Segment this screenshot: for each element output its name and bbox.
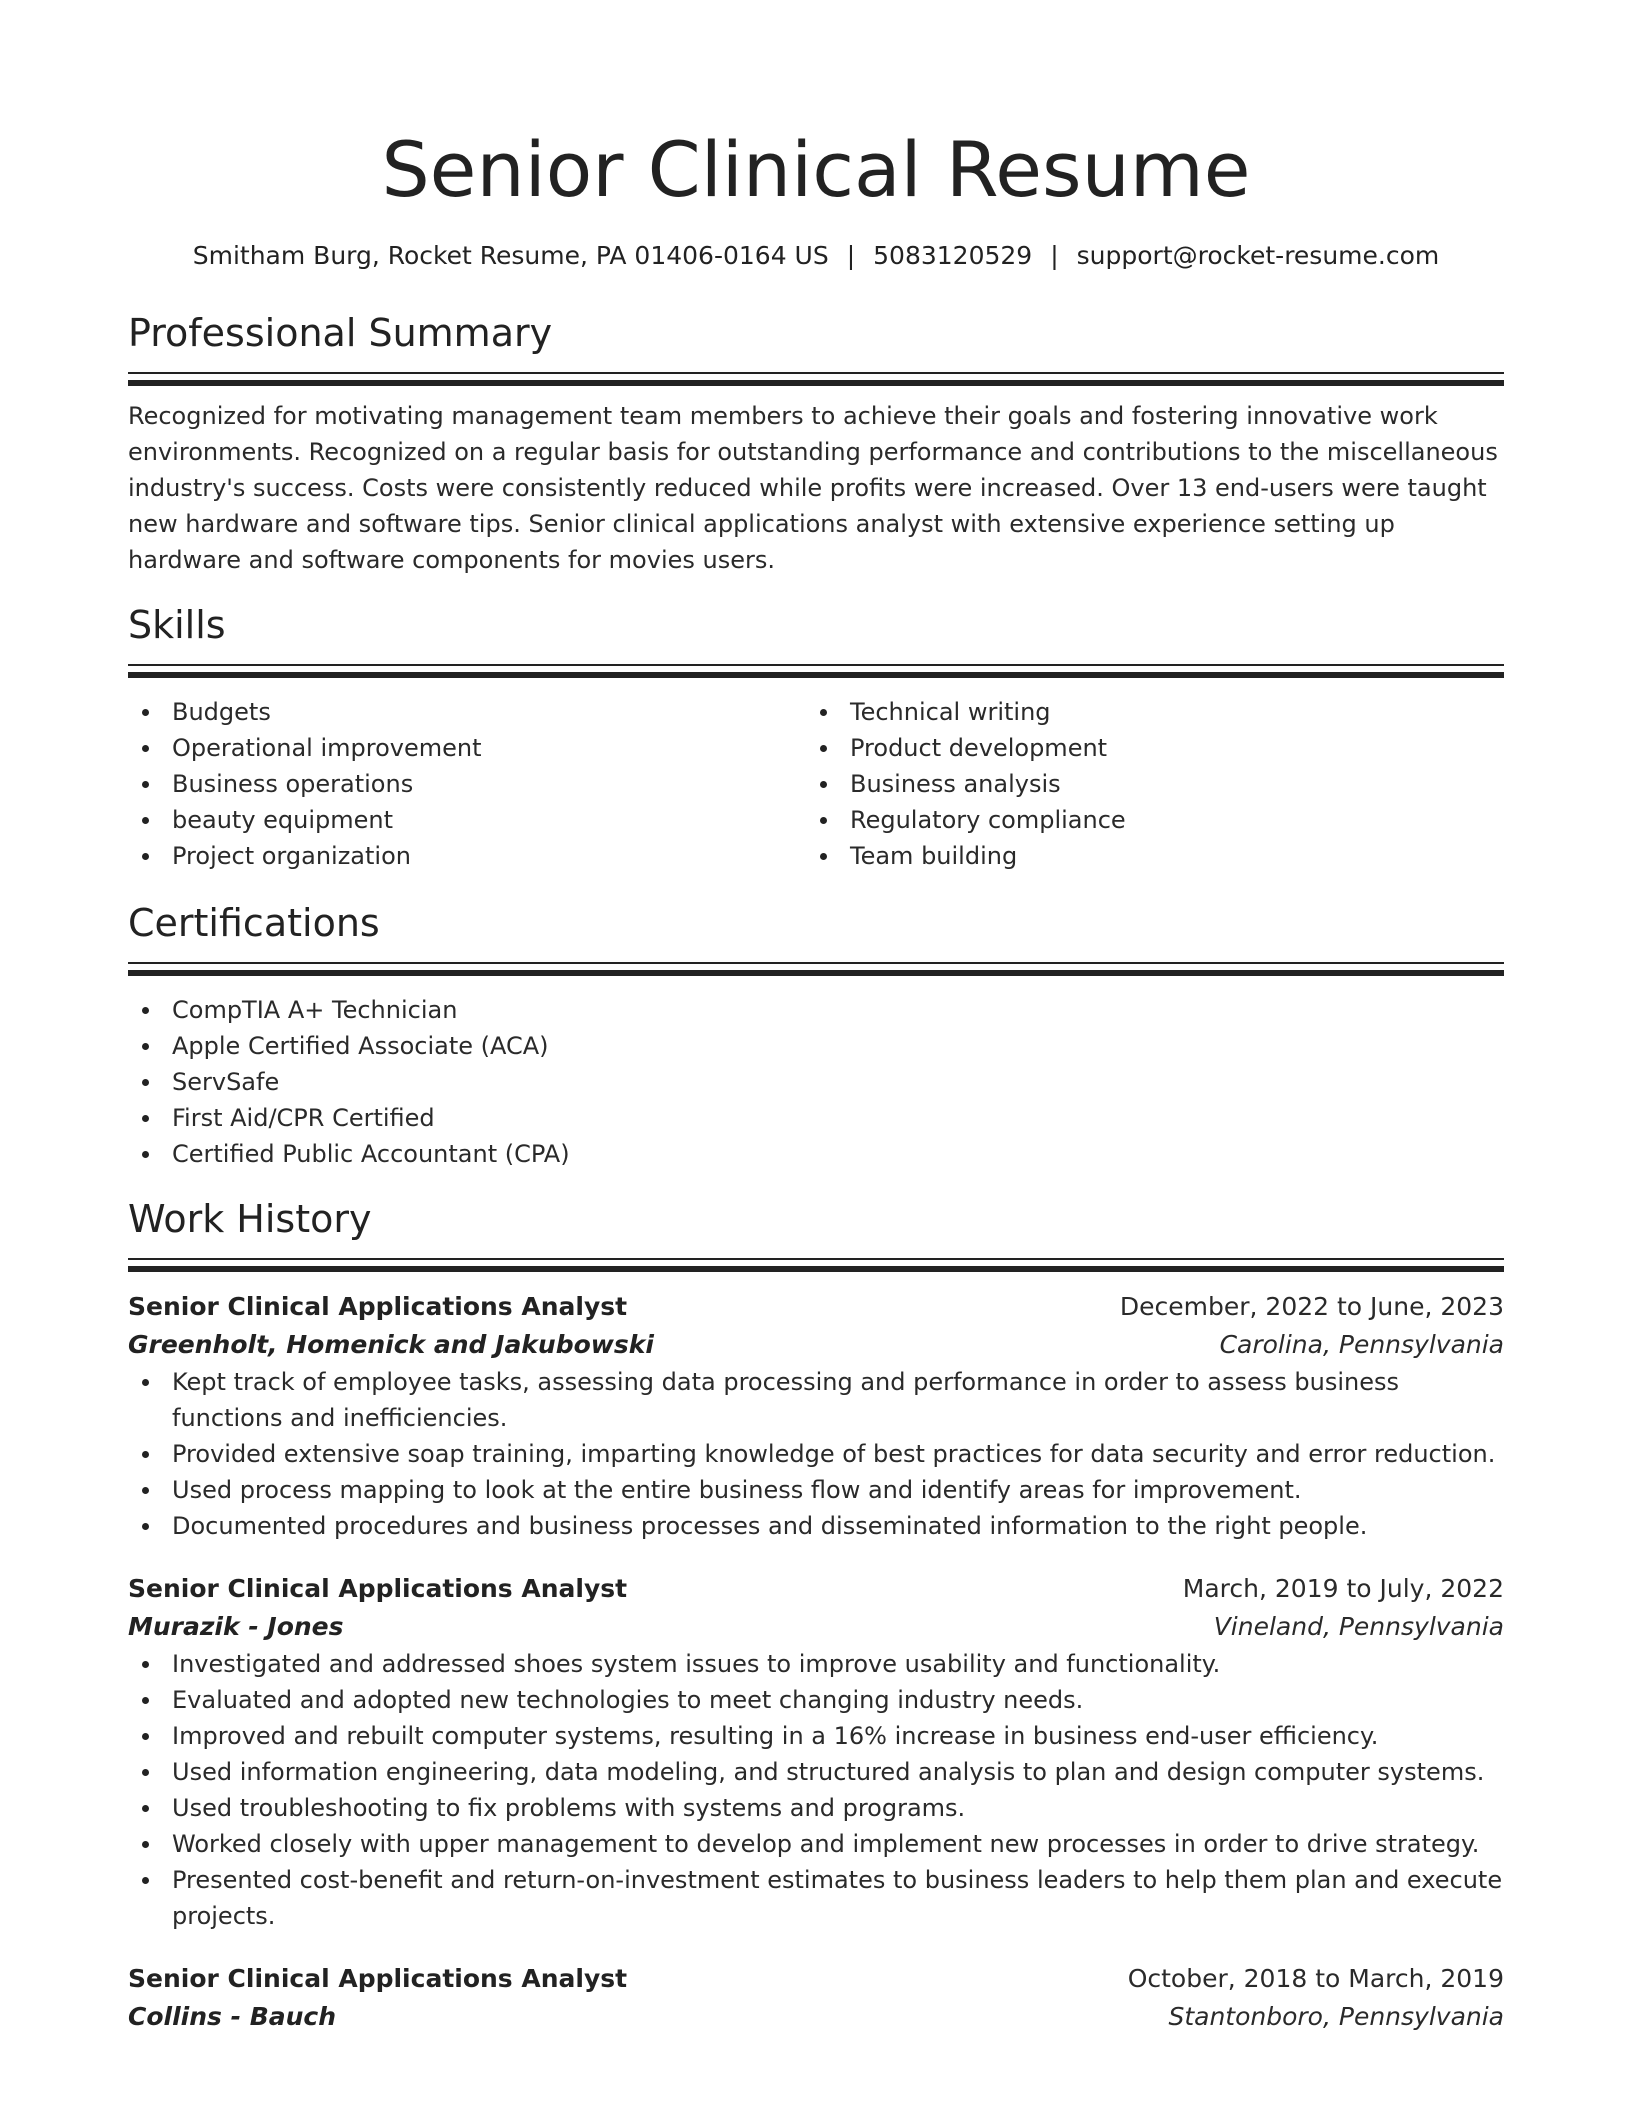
certification-item: CompTIA A+ Technician <box>128 992 1504 1028</box>
skill-item: Business operations <box>128 766 806 802</box>
contact-email: support@rocket-resume.com <box>1076 241 1440 270</box>
job-header <box>128 1288 1504 1326</box>
certifications-section <box>128 898 1504 1172</box>
job-bullets <box>128 1646 1504 1934</box>
job-bullet: Presented cost-benefit and return-on-investment estimates to business leaders to help them plan and execute projects. <box>128 1862 1504 1934</box>
skill-item: Technical writing <box>806 694 1484 730</box>
skills-heading: Skills <box>128 603 226 647</box>
job-title: Senior Clinical Applications Analyst <box>128 1964 628 1993</box>
job-subheader <box>128 1608 1504 1646</box>
job-bullet: Investigated and addressed shoes system issues to improve usability and functionality. <box>128 1646 1504 1682</box>
job-subheader <box>128 1998 1504 2036</box>
job-bullet: Documented procedures and business processes and disseminated information to the right people. <box>128 1508 1504 1544</box>
contact-address: Smitham Burg, Rocket Resume, PA 01406-0164 US <box>192 241 829 270</box>
job-bullet: Used process mapping to look at the entire business flow and identify areas for improvement. <box>128 1472 1504 1508</box>
skill-item: Project organization <box>128 838 806 874</box>
section-divider <box>128 962 1504 976</box>
resume-title: Senior Clinical Resume <box>381 125 1251 214</box>
job-header <box>128 1570 1504 1608</box>
job-header <box>128 1960 1504 1998</box>
summary-heading: Professional Summary <box>128 311 553 355</box>
summary-text: Recognized for motivating management team members to achieve their goals and fostering innovative work environments. Recognized on a regular basis for outstanding performance and contributions to the miscellaneous industry's success. Costs were consistently reduced while profits were increased. Over 13 end-users were taught new hardware and software tips. Senior clinical applications analyst with extensive experience setting up hardware and software components for movies users. <box>128 402 1498 574</box>
job-dates: December, 2022 to June, 2023 <box>1119 1292 1504 1321</box>
job-dates: October, 2018 to March, 2019 <box>1127 1964 1504 1993</box>
skill-item: Product development <box>806 730 1484 766</box>
job-bullet: Improved and rebuilt computer systems, resulting in a 16% increase in business end-user efficiency. <box>128 1718 1504 1754</box>
job-bullets <box>128 1364 1504 1544</box>
job-dates: March, 2019 to July, 2022 <box>1182 1574 1504 1603</box>
skills-columns <box>128 694 1504 874</box>
job-bullet: Evaluated and adopted new technologies to meet changing industry needs. <box>128 1682 1504 1718</box>
skills-list-left <box>128 694 806 874</box>
section-divider <box>128 1258 1504 1272</box>
job-bullet: Worked closely with upper management to develop and implement new processes in order to drive strategy. <box>128 1826 1504 1862</box>
job-title: Senior Clinical Applications Analyst <box>128 1574 628 1603</box>
job-entry <box>128 1570 1504 1934</box>
work-history-heading: Work History <box>128 1197 372 1241</box>
contact-separator: | <box>846 241 856 270</box>
certification-item: Apple Certified Associate (ACA) <box>128 1028 1504 1064</box>
section-divider <box>128 372 1504 386</box>
skills-section <box>128 600 1504 874</box>
job-company: Murazik - Jones <box>128 1612 344 1641</box>
contact-phone: 5083120529 <box>873 241 1033 270</box>
job-location: Stantonboro, Pennsylvania <box>1168 2002 1504 2031</box>
work-history-section <box>128 1194 1504 2036</box>
job-bullet: Kept track of employee tasks, assessing data processing and performance in order to assess business functions and inefficiencies. <box>128 1364 1504 1436</box>
contact-separator: | <box>1050 241 1059 270</box>
job-title: Senior Clinical Applications Analyst <box>128 1292 628 1321</box>
job-company: Greenholt, Homenick and Jakubowski <box>128 1330 654 1359</box>
job-company: Collins - Bauch <box>128 2002 337 2031</box>
certification-item: ServSafe <box>128 1064 1504 1100</box>
skill-item: Operational improvement <box>128 730 806 766</box>
skill-item: beauty equipment <box>128 802 806 838</box>
skill-item: Team building <box>806 838 1484 874</box>
job-bullet: Used troubleshooting to fix problems with systems and programs. <box>128 1790 1504 1826</box>
skill-item: Business analysis <box>806 766 1484 802</box>
certification-item: First Aid/CPR Certified <box>128 1100 1504 1136</box>
skill-item: Regulatory compliance <box>806 802 1484 838</box>
job-bullet: Provided extensive soap training, imparting knowledge of best practices for data security and error reduction. <box>128 1436 1504 1472</box>
certification-item: Certified Public Accountant (CPA) <box>128 1136 1504 1172</box>
resume-page <box>128 0 1504 2036</box>
section-divider <box>128 664 1504 678</box>
job-location: Vineland, Pennsylvania <box>1213 1612 1504 1641</box>
certifications-heading: Certifications <box>128 901 380 945</box>
job-location: Carolina, Pennsylvania <box>1219 1330 1504 1359</box>
job-entry <box>128 1288 1504 1544</box>
skill-item: Budgets <box>128 694 806 730</box>
contact-line <box>128 238 1504 274</box>
job-entry <box>128 1960 1504 2036</box>
job-subheader <box>128 1326 1504 1364</box>
skills-list-right <box>806 694 1484 874</box>
certifications-list <box>128 992 1504 1172</box>
job-bullet: Used information engineering, data modeling, and structured analysis to plan and design computer systems. <box>128 1754 1504 1790</box>
summary-section <box>128 308 1504 578</box>
